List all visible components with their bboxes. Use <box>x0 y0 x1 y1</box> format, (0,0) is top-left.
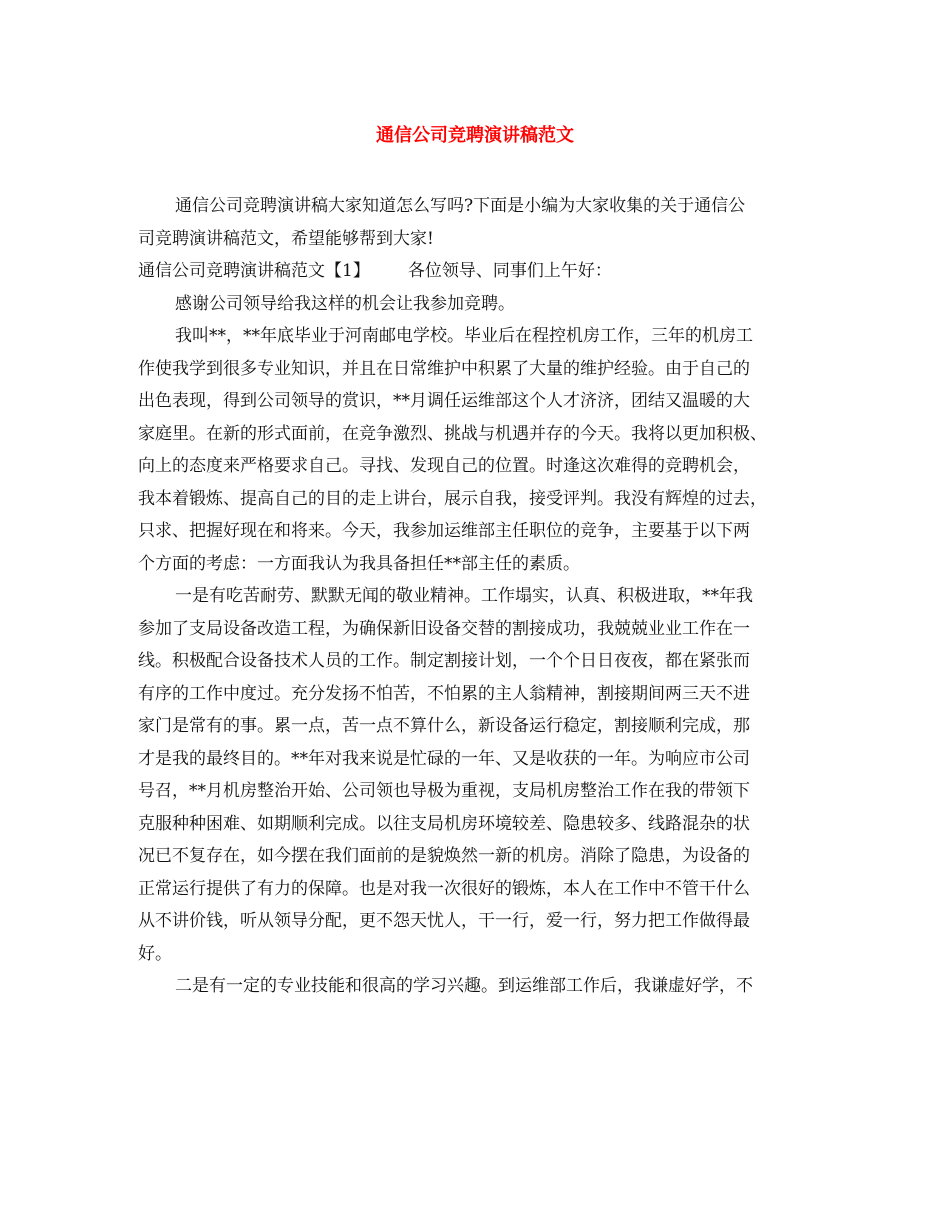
body-line: 线。积极配合设备技术人员的工作。制定割接计划，一个个日日夜夜，都在紧张而 <box>138 651 750 671</box>
body-line: 只求、把握好现在和将来。今天，我参加运维部主任职位的竞争，主要基于以下两 <box>138 521 750 541</box>
body-line: 我叫**，**年底毕业于河南邮电学校。毕业后在程控机房工作，三年的机房工 <box>175 326 753 346</box>
body-line: 感谢公司领导给我这样的机会让我参加竞聘。 <box>175 293 515 314</box>
body-line: 通信公司竞聘演讲稿大家知道怎么写吗?下面是小编为大家收集的关于通信公 <box>175 196 746 216</box>
document-title: 通信公司竞聘演讲稿范文 <box>376 125 574 146</box>
body-line: 家庭里。在新的形式面前，在竞争激烈、挑战与机遇并存的今天。我将以更加积极、 <box>138 423 767 444</box>
body-line: 二是有一定的专业技能和很高的学习兴趣。到运维部工作后，我谦虚好学，不 <box>175 976 753 996</box>
body-line: 才是我的最终目的。**年对我来说是忙碌的一年、又是收获的一年。为响应市公司 <box>138 748 750 769</box>
body-line: 参加了支局设备改造工程，为确保新旧设备交替的割接成功，我兢兢业业工作在一 <box>138 618 750 639</box>
section-heading-line <box>138 255 828 288</box>
body-line: 作使我学到很多专业知识，并且在日常维护中积累了大量的维护经验。由于自己的 <box>138 358 750 379</box>
body-line: 从不讲价钱，听从领导分配，更不怨天忧人，干一行，爱一行，努力把工作做得最 <box>138 911 750 931</box>
body-line: 出色表现，得到公司领导的赏识，**月调任运维部这个人才济济，团结又温暖的大 <box>138 391 750 411</box>
body-line: 我本着锻炼、提高自己的目的走上讲台，展示自我，接受评判。我没有辉煌的过去， <box>138 488 767 509</box>
body-line: 况已不复存在，如今摆在我们面前的是貌焕然一新的机房。消除了隐患，为设备的 <box>138 846 750 866</box>
document-body <box>138 190 828 1003</box>
body-line: 司竞聘演讲稿范文，希望能够帮到大家! <box>138 228 434 249</box>
body-line: 有序的工作中度过。充分发扬不怕苦，不怕累的主人翁精神，割接期间两三天不进 <box>138 683 750 704</box>
greeting-text: 各位领导、同事们上午好： <box>407 261 612 281</box>
body-line: 正常运行提供了有力的保障。也是对我一次很好的锻炼，本人在工作中不管干什么 <box>138 878 750 899</box>
body-line: 号召，**月机房整治开始、公司领也导极为重视，支局机房整治工作在我的带领下 <box>138 781 750 801</box>
body-line: 家门是常有的事。累一点，苦一点不算什么，新设备运行稳定，割接顺利完成，那 <box>138 716 750 736</box>
body-line: 一是有吃苦耐劳、默默无闻的敬业精神。工作塌实，认真、积极进取，**年我 <box>175 586 753 606</box>
body-line: 向上的态度来严格要求自己。寻找、发现自己的位置。时逢这次难得的竞聘机会， <box>138 456 750 476</box>
body-line: 个方面的考虑：一方面我认为我具备担任**部主任的素质。 <box>138 553 580 574</box>
body-line: 好。 <box>138 943 172 964</box>
body-line: 克服种种困难、如期顺利完成。以往支局机房环境较差、隐患较多、线路混杂的状 <box>138 813 750 834</box>
section-heading: 通信公司竞聘演讲稿范文【1】 <box>138 261 370 281</box>
